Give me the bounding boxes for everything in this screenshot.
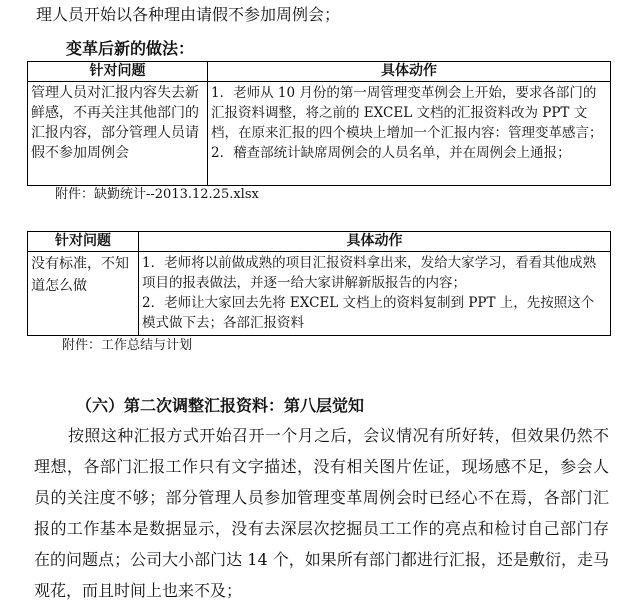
intro-line: 理人员开始以各种理由请假不参加周例会； (36, 5, 341, 24)
problem-text: 没有标准，不知道怎么做 (31, 256, 129, 294)
action-item-2: 2．稽查部统计缺席周例会的人员名单，并在周例会上通报； (211, 145, 571, 161)
header-action: 具体动作 (139, 232, 611, 252)
table-header-row (28, 232, 611, 252)
measures-table-2 (27, 231, 611, 336)
body-paragraph: 按照这种汇报方式开始召开一个月之后，会议情况有所好转，但效果仍然不理想，各部门汇报工作只有文字描述，没有相关图片佐证，现场感不足，参会人员的关注度不够；部分管理人员参加管理变革周例会时已经心不在焉，各部门汇报的工作基本是数据显示，没有去深层次挖掘员工工作的亮点和检讨自己部门存在的问题点；公司大小部门达 14 个，如果所有部门都进行汇报，还是敷衍，走马观花，而且时间上也来不及； (34, 426, 609, 600)
action-item-1: 1．老师从 10 月份的第一周管理变革例会上开始，要求各部门的汇报资料调整，将之前的 EXCEL 文档的汇报资料改为 PPT 文档，在原来汇报的四个模块上增加一个汇报内容：管理变革感言； (211, 85, 603, 141)
after-change-heading: 变革后新的做法： (66, 39, 195, 58)
section-title: （六）第二次调整汇报资料：第八层觉知 (76, 396, 365, 415)
measures-table-1 (27, 61, 611, 186)
header-problem: 针对问题 (28, 62, 208, 82)
action-cell (208, 82, 611, 186)
table-header-row (28, 62, 611, 82)
header-action: 具体动作 (208, 62, 611, 82)
table-row (28, 82, 611, 186)
attachment-link-2[interactable]: 附件：工作总结与计划 (62, 338, 193, 353)
attachment-link-1[interactable]: 附件：缺勤统计--2013.12.25.xlsx (55, 187, 259, 202)
problem-cell (28, 252, 139, 336)
action-item-2: 2．老师让大家回去先将 EXCEL 文档上的资料复制到 PPT 上，先按照这个模式做下去；各部汇报资料 (142, 295, 595, 331)
header-problem: 针对问题 (28, 232, 139, 252)
action-cell (139, 252, 611, 336)
problem-text: 管理人员对汇报内容失去新鲜感，不再关注其他部门的汇报内容，部分管理人员请假不参加周例会 (31, 85, 199, 161)
problem-cell (28, 82, 208, 186)
action-item-1: 1．老师将以前做成熟的项目汇报资料拿出来，发给大家学习，看看其他成熟项目的报表做法，并逐一给大家讲解新版报告的内容； (142, 255, 597, 291)
table-row (28, 252, 611, 336)
